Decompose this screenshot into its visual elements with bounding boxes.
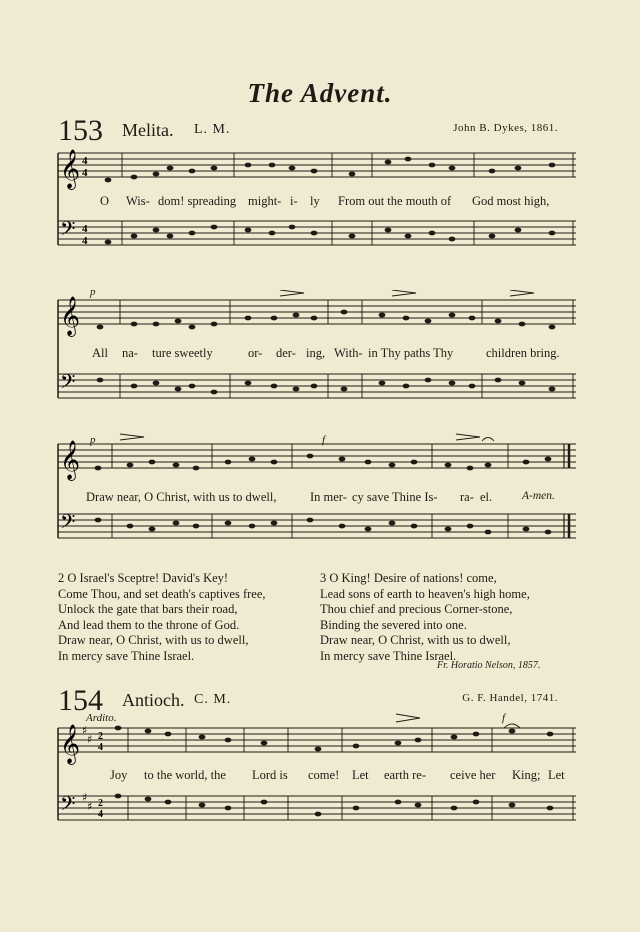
lyric-syllable: Draw near, O Christ, with us to dwell, bbox=[86, 490, 277, 504]
svg-text:♯: ♯ bbox=[82, 724, 88, 737]
svg-text:𝄢: 𝄢 bbox=[60, 792, 76, 820]
lyric-syllable: i- bbox=[290, 194, 298, 208]
tempo-mark: Ardito. bbox=[86, 712, 117, 724]
verse-line: 3 O King! Desire of nations! come, bbox=[320, 571, 497, 585]
composer: John B. Dykes, 1861. bbox=[453, 122, 558, 134]
tune-name: Antioch. bbox=[122, 690, 185, 710]
lyric-syllable: O bbox=[100, 194, 110, 208]
lyric-syllable: Joy bbox=[110, 768, 128, 782]
verse-line: Unlock the gate that bars their road, bbox=[58, 602, 238, 616]
verse-line: Draw near, O Christ, with us to dwell, bbox=[58, 633, 249, 647]
meter: C. M. bbox=[194, 692, 232, 707]
lyric-syllable: might- bbox=[248, 194, 282, 208]
music-system-1 bbox=[52, 148, 576, 260]
hymn-number: 154 bbox=[58, 684, 103, 717]
verse-line: Binding the severed into one. bbox=[320, 617, 467, 632]
svg-text:4: 4 bbox=[82, 235, 88, 247]
svg-text:𝄞: 𝄞 bbox=[60, 296, 81, 336]
svg-text:𝄢: 𝄢 bbox=[60, 510, 76, 538]
lyric-syllable: Let bbox=[352, 768, 369, 782]
composer: G. F. Handel, 1741. bbox=[462, 692, 558, 704]
verse-line: Come Thou, and set death's captives free, bbox=[58, 586, 266, 601]
lyric-syllable: der- bbox=[276, 346, 296, 360]
lyric-syllable: el. bbox=[480, 490, 493, 504]
dynamic-mark: f bbox=[502, 712, 506, 724]
lyric-syllable: Lord is bbox=[252, 768, 288, 782]
svg-text:♯: ♯ bbox=[87, 733, 93, 746]
svg-text:𝄢: 𝄢 bbox=[60, 370, 76, 398]
lyric-syllable: ly bbox=[310, 194, 320, 208]
music-system-4 bbox=[52, 712, 576, 847]
verse-line: Draw near, O Christ, with us to dwell, bbox=[320, 633, 511, 647]
meter: L. M. bbox=[194, 122, 231, 137]
hymn-number: 153 bbox=[58, 114, 103, 147]
verse-line: In mercy save Thine Israel. bbox=[58, 648, 195, 663]
verse-line: 2 O Israel's Sceptre! David's Key! bbox=[58, 571, 229, 585]
svg-text:𝄞: 𝄞 bbox=[60, 724, 81, 764]
lyric-syllable: to the world, the bbox=[144, 768, 226, 782]
svg-text:♯: ♯ bbox=[87, 800, 93, 813]
lyric-syllable: ra- bbox=[460, 490, 474, 504]
dynamic-mark: p bbox=[90, 434, 96, 446]
svg-text:4: 4 bbox=[82, 155, 88, 167]
lyric-syllable: King; bbox=[512, 768, 541, 782]
lyric-syllable: From out the mouth of bbox=[338, 194, 452, 208]
svg-text:4: 4 bbox=[98, 742, 103, 753]
page-title: The Advent. bbox=[247, 78, 393, 108]
svg-text:4: 4 bbox=[98, 809, 103, 820]
lyric-syllable: ing, bbox=[306, 346, 326, 360]
svg-text:𝄞: 𝄞 bbox=[60, 440, 81, 480]
svg-text:𝄞: 𝄞 bbox=[60, 149, 81, 189]
lyric-syllable: With- bbox=[334, 346, 363, 360]
lyric-syllable: or- bbox=[248, 346, 263, 360]
lyric-syllable: earth re- bbox=[384, 768, 426, 782]
verse-line: Thou chief and precious Corner-stone, bbox=[320, 602, 513, 616]
lyric-syllable: God most high, bbox=[472, 194, 550, 208]
verse-2 bbox=[58, 571, 266, 664]
verse-3 bbox=[320, 571, 530, 664]
lyric-syllable: ture sweetly bbox=[152, 346, 213, 360]
dynamic-mark: f bbox=[322, 434, 326, 446]
lyric-syllable: cy save Thine Is- bbox=[352, 490, 438, 504]
lyric-syllable: All bbox=[92, 346, 108, 360]
svg-text:2: 2 bbox=[98, 798, 103, 809]
svg-text:♯: ♯ bbox=[82, 791, 88, 804]
verse-line: Lead sons of earth to heaven's high home, bbox=[320, 586, 530, 601]
music-system-2 bbox=[52, 286, 576, 415]
music-system-3 bbox=[52, 432, 576, 562]
translator-credit: Fr. Horatio Nelson, 1857. bbox=[437, 660, 541, 671]
verse-line: And lead them to the throne of God. bbox=[58, 617, 240, 632]
lyric-syllable: ceive her bbox=[450, 768, 496, 782]
lyric-syllable: come! bbox=[308, 768, 340, 782]
dynamic-mark: p bbox=[90, 286, 96, 298]
lyric-syllable: children bring. bbox=[486, 346, 560, 360]
lyric-syllable: Let bbox=[548, 768, 565, 782]
amen-label: A-men. bbox=[522, 490, 555, 502]
lyric-syllable: in Thy paths Thy bbox=[368, 346, 454, 360]
lyric-syllable: dom! spreading bbox=[158, 194, 237, 208]
tune-name: Melita. bbox=[122, 120, 174, 140]
svg-text:4: 4 bbox=[82, 167, 88, 179]
hymn-153-header bbox=[58, 114, 558, 148]
svg-text:4: 4 bbox=[82, 223, 88, 235]
verse-line: In mercy save Thine Israel. bbox=[320, 648, 457, 663]
lyric-syllable: na- bbox=[122, 346, 138, 360]
svg-text:𝄢: 𝄢 bbox=[60, 217, 76, 245]
svg-text:2: 2 bbox=[98, 731, 103, 742]
lyric-syllable: Wis- bbox=[126, 194, 150, 208]
lyric-syllable: In mer- bbox=[310, 490, 347, 504]
